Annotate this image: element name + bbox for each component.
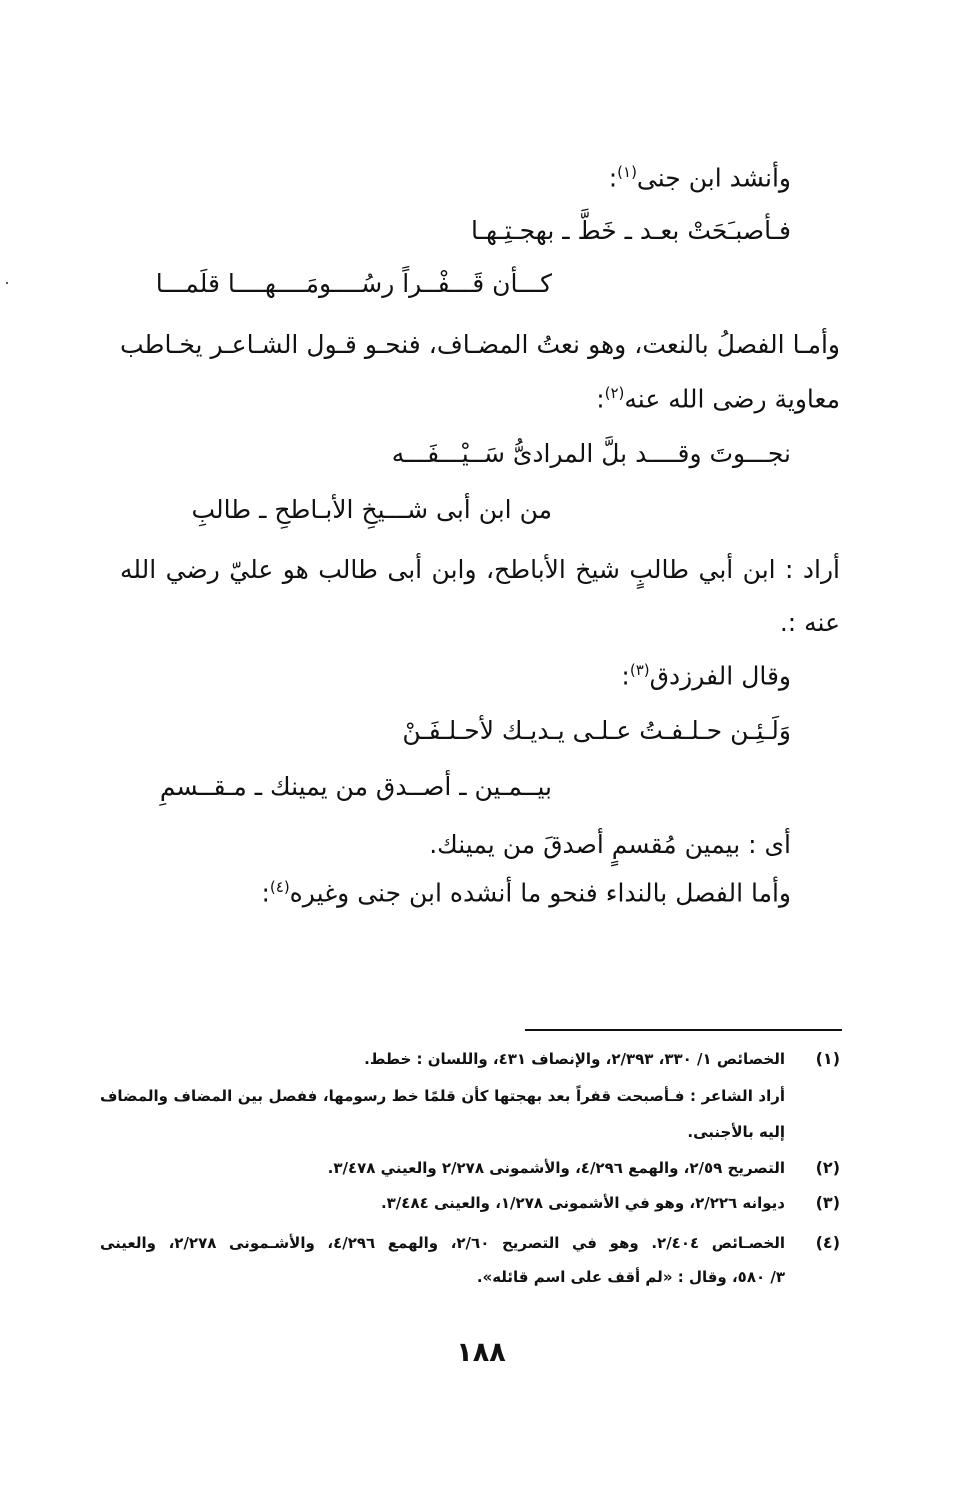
footnote-1-line-3: إليه بالأجنبى. xyxy=(687,1123,785,1141)
paragraph-3: أى : بيمين مُقسمٍ أصدقَ من يمينك. xyxy=(429,830,791,859)
colon: : xyxy=(261,878,270,908)
verse-3-hemistich-1: وَلَـئِـن حـلـفـتُ عـلـى يـديـك لأحـلـفَـنْ xyxy=(402,716,791,745)
intro-text-4: وأما الفصل بالنداء فنحو ما أنشده ابن جنى وغيره xyxy=(289,878,791,908)
footnote-separator xyxy=(525,1029,842,1031)
footnote-2-number: (٢) xyxy=(815,1158,840,1177)
paragraph-1-text-2: معاوية رضى الله عنه xyxy=(624,384,840,414)
page-number: ١٨٨ xyxy=(456,1337,506,1368)
footnote-ref-4: (٤) xyxy=(269,878,290,896)
scan-mark xyxy=(6,282,8,284)
colon: : xyxy=(596,384,605,414)
footnote-2-line-1: التصريح ٢/٥٩، والهمع ٤/٢٩٦، والأشمونى ٢/٢٧٨ والعيني ٣/٤٧٨. xyxy=(327,1159,785,1177)
intro-line-4 xyxy=(261,878,791,908)
footnote-ref-2: (٢) xyxy=(604,384,625,402)
footnote-1-line-1: الخصائص ١/ ٣٣٠، ٢/٣٩٣، والإنصاف ٤٣١، واللسان : خطط. xyxy=(364,1050,785,1068)
colon: : xyxy=(621,661,630,691)
intro-text-3: وقال الفرزدق xyxy=(649,661,791,691)
footnote-3-line-1: ديوانه ٢/٢٢٦، وهو في الأشمونى ١/٢٧٨، والعينى ٣/٤٨٤. xyxy=(380,1194,785,1212)
intro-line-3 xyxy=(621,661,791,691)
verse-1-hemistich-2: كـــأن قَـــفْــراً رسُــــومَــــهــــا قلَمـــا xyxy=(155,269,552,298)
footnote-1-line-2: أراد الشاعر : فـأصبحت قفراً بعد بهجتها كأن قلمًا خط رسومها، ففصل بين المضاف والمضاف xyxy=(100,1087,785,1105)
footnote-4-number: (٤) xyxy=(815,1233,840,1252)
footnote-ref-1: (١) xyxy=(617,163,637,181)
paragraph-2-line-1: أراد : ابن أبي طالبٍ شيخ الأباطح، وابن أبى طالب هو عليّ رضي الله xyxy=(120,555,840,584)
footnote-1-number: (١) xyxy=(815,1049,840,1068)
intro-text-1: وأنشد ابن جنى xyxy=(636,163,791,193)
verse-2-hemistich-2: من ابن أبى شـــيخِ الأبـاطحِ ـ طالبِ xyxy=(191,495,552,524)
footnote-ref-3: (٣) xyxy=(629,661,650,679)
verse-3-hemistich-2: بيــمـين ـ أصــدق من يمينك ـ مـقــسمِ xyxy=(159,772,552,801)
footnote-4-line-1: الخصـائص ٢/٤٠٤. وهو في التصريح ٢/٦٠، والهمع ٤/٢٩٦، والأشـمونى ٢/٢٧٨، والعينى xyxy=(100,1234,785,1252)
paragraph-2-line-2: عنه :. xyxy=(779,608,840,637)
verse-2-hemistich-1: نجـــوتَ وقــــد بلَّ المرادىُّ سَــيْـــفَـــه xyxy=(391,439,791,468)
verse-1-hemistich-1: فـأصبـَحَتْ بعـد ـ خَطَّ ـ بهجـتِـهـا xyxy=(471,216,791,245)
intro-line-1 xyxy=(608,163,791,193)
footnote-3-number: (٣) xyxy=(815,1193,840,1212)
colon: : xyxy=(608,163,618,193)
paragraph-1-line-1: وأمـا الفصلُ بالنعت، وهو نعتُ المضـاف، فنحـو قـول الشـاعـر يخـاطب xyxy=(120,330,840,359)
paragraph-1-line-2 xyxy=(596,384,840,414)
footnote-4-line-2: ٣/ ٥٨٠، وقال : «لم أقف على اسم قائله». xyxy=(476,1268,785,1286)
